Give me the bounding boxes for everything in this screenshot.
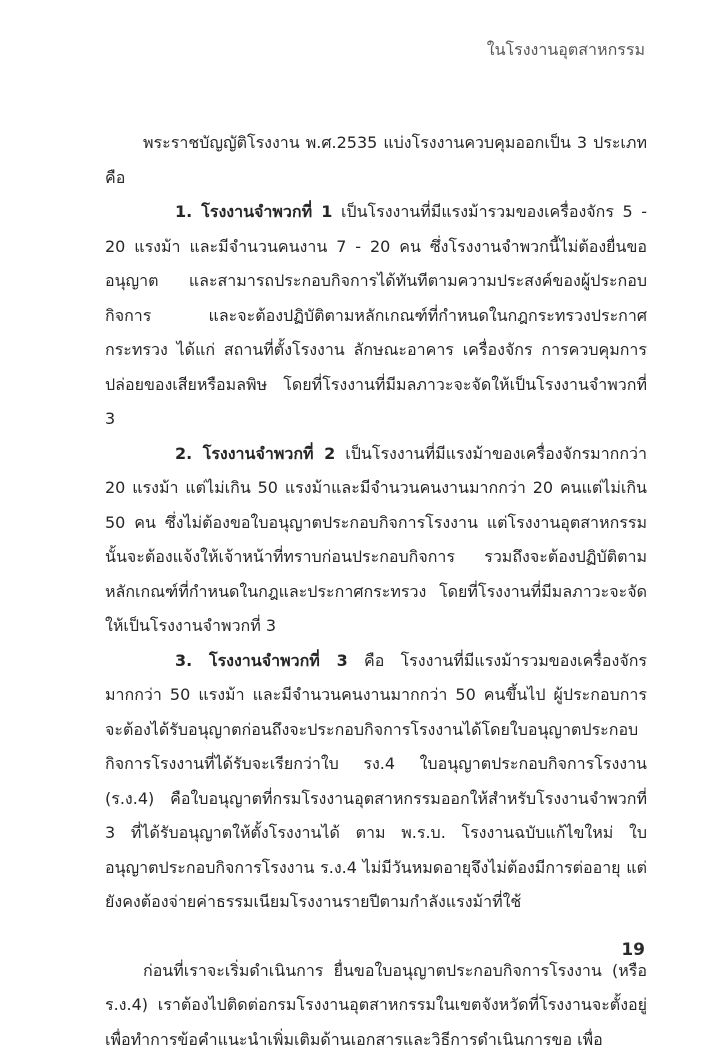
category-3-heading: 3. โรงงานจำพวกที่ 3 bbox=[175, 651, 348, 670]
category-1-text: เป็นโรงงานที่มีแรงม้ารวมของเครื่องจักร 5 - 20 แรงม้า และมีจำนวนคนงาน 7 - 20 คน ซึ่งโรงงานจำพวกนี้ไม่ต้องยื่นขออนุญาต และสามารถประกอบกิจการได้ทันทีตามความประสงค์ของผู้ประกอบกิจการ และจะต้องปฏิบัติตามหลักเกณฑ์ที่กำหนดในกฎกระทรวงประกาศกระทรวง ได้แก่ สถานที่ตั้งโรงงาน ลักษณะอาคาร เครื่องจักร การควบคุมการปล่อยของเสียหรือมลพิษ โดยที่โรงงานที่มีมลภาวะจะจัดให้เป็นโรงงานจำพวกที่ 3 bbox=[105, 202, 647, 428]
page-body bbox=[105, 126, 647, 1057]
category-2-paragraph bbox=[105, 437, 647, 644]
category-1-paragraph bbox=[105, 195, 647, 437]
intro-paragraph: พระราชบัญญัติโรงงาน พ.ศ.2535 แบ่งโรงงานควบคุมออกเป็น 3 ประเภท คือ bbox=[105, 126, 647, 195]
category-1-heading: 1. โรงงานจำพวกที่ 1 bbox=[175, 202, 332, 221]
category-2-heading: 2. โรงงานจำพวกที่ 2 bbox=[175, 444, 335, 463]
closing-paragraph: ก่อนที่เราจะเริ่มดำเนินการ ยื่นขอใบอนุญาตประกอบกิจการโรงงาน (หรือ ร.ง.4) เราต้องไปติดต่อกรมโรงงานอุตสาหกรรมในเขตจังหวัดที่โรงงานจะตั้งอยู่ เพื่อทำการข้อคำแนะนำเพิ่มเติมด้านเอกสารและวิธีการดำเนินการขอ เพื่อ bbox=[105, 954, 647, 1057]
category-2-text: เป็นโรงงานที่มีแรงม้าของเครื่องจักรมากกว่า 20 แรงม้า แต่ไม่เกิน 50 แรงม้าและมีจำนวนคนงานมากกว่า 20 คนแต่ไม่เกิน 50 คน ซึ่งไม่ต้องขอใบอนุญาตประกอบกิจการโรงงาน แต่โรงงานอุตสาหกรรมนั้นจะต้องแจ้งให้เจ้าหน้าที่ทราบก่อนประกอบกิจการ รวมถึงจะต้องปฏิบัติตามหลักเกณฑ์ที่กำหนดในกฎและประกาศกระทรวง โดยที่โรงงานที่มีมลภาวะจะจัดให้เป็นโรงงานจำพวกที่ 3 bbox=[105, 444, 647, 636]
running-header-title: ในโรงงานอุตสาหกรรม bbox=[487, 38, 645, 63]
paragraph-gap bbox=[105, 920, 647, 954]
category-3-paragraph bbox=[105, 644, 647, 920]
category-3-text: คือ โรงงานที่มีแรงม้ารวมของเครื่องจักรมากกว่า 50 แรงม้า และมีจำนวนคนงานมากกว่า 50 คนขึ้นไป ผู้ประกอบการจะต้องได้รับอนุญาตก่อนถึงจะประกอบกิจการโรงงานได้โดยใบอนุญาตประกอบกิจการโรงงานที่ได้รับจะเรียกว่าใบ รง.4 ใบอนุญาตประกอบกิจการโรงงาน (ร.ง.4) คือใบอนุญาตที่กรมโรงงานอุตสาหกรรมออกให้สำหรับโรงงานจำพวกที่ 3 ที่ได้รับอนุญาตให้ตั้งโรงงานได้ ตาม พ.ร.บ. โรงงานฉบับแก้ไขใหม่ ใบอนุญาตประกอบกิจการโรงงาน ร.ง.4 ไม่มีวันหมดอายุจึงไม่ต้องมีการต่ออายุ แต่ยังคงต้องจ่ายค่าธรรมเนียมโรงงานรายปีตามกำลังแรงม้าที่ใช้ bbox=[105, 651, 647, 912]
page-number: 19 bbox=[621, 940, 645, 960]
